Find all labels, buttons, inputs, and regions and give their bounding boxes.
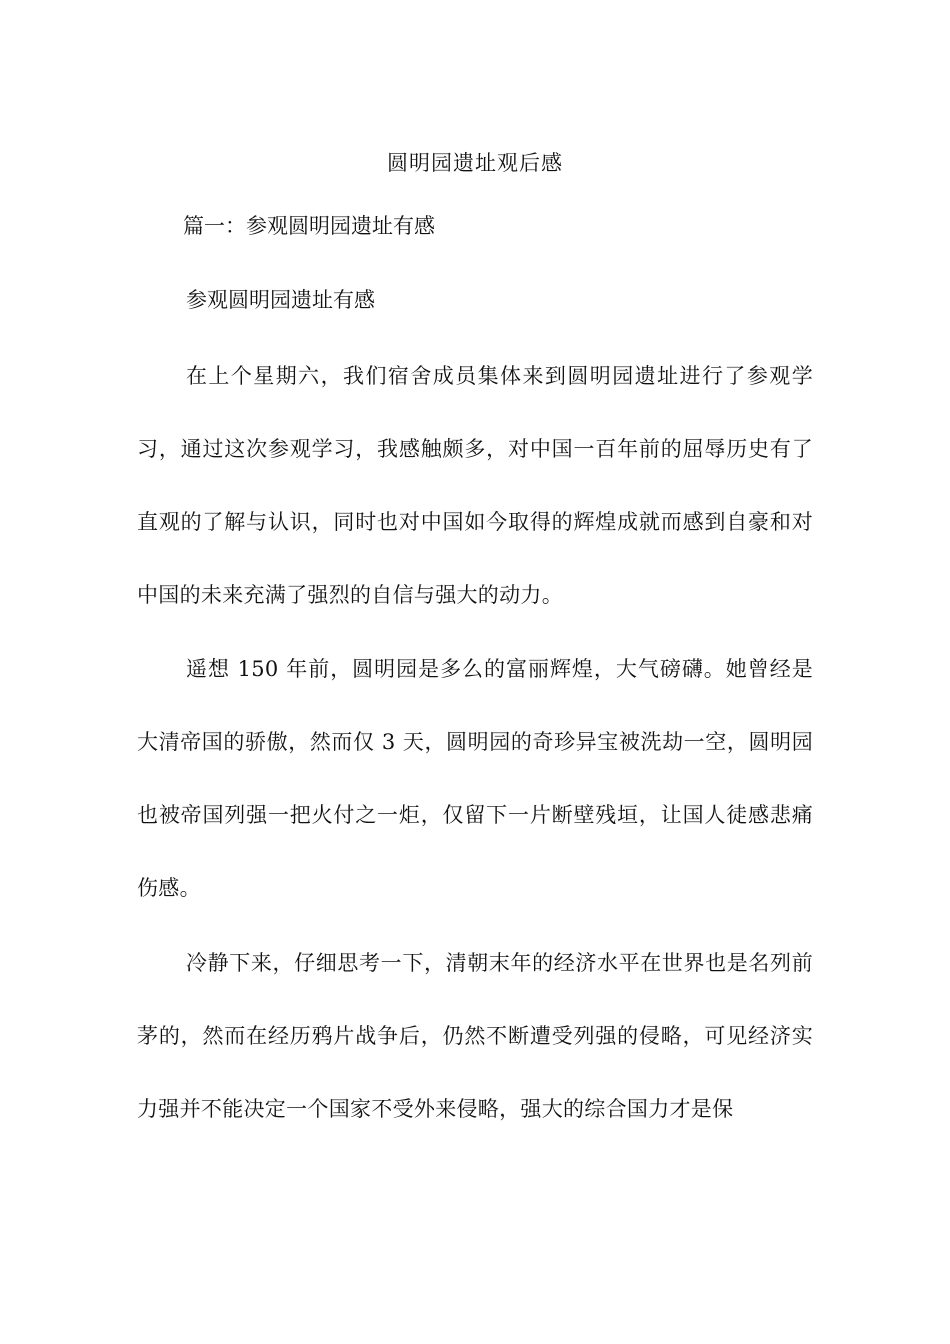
sub-heading: 参观圆明园遗址有感: [186, 288, 375, 312]
paragraph-2: 遥想 150 年前，圆明园是多么的富丽辉煌，大气磅礴。她曾经是大清帝国的骄傲，然而仅 3 天，圆明园的奇珍异宝被洗劫一空，圆明园也被帝国列强一把火付之一炬，仅留下一片断壁残垣，让国人徒感悲痛伤感。: [137, 657, 813, 900]
paragraph-3: 冷静下来，仔细思考一下，清朝末年的经济水平在世界也是名列前茅的，然而在经历鸦片战争后，仍然不断遭受列强的侵略，可见经济实力强并不能决定一个国家不受外来侵略，强大的综合国力才是保: [137, 951, 813, 1121]
paragraph-1: 在上个星期六，我们宿舍成员集体来到圆明园遗址进行了参观学习，通过这次参观学习，我感触颇多，对中国一百年前的屈辱历史有了直观的了解与认识，同时也对中国如今取得的辉煌成就而感到自豪和对中国的未来充满了强烈的自信与强大的动力。: [137, 364, 813, 607]
chapter-heading: 篇一：参观圆明园遗址有感: [183, 214, 435, 238]
document-title: 圆明园遗址观后感: [387, 151, 563, 175]
